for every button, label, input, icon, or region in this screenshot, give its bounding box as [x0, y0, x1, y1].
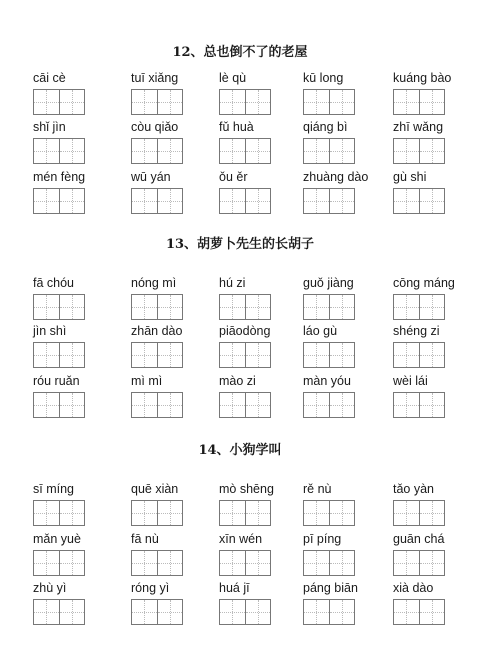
pinyin-label: còu qiǎo [131, 120, 179, 134]
pinyin-item [393, 581, 480, 627]
pinyin-item [303, 170, 395, 216]
writing-box [59, 189, 85, 213]
pinyin-item [131, 532, 223, 578]
pinyin-item [303, 581, 395, 627]
writing-boxes [393, 342, 445, 368]
writing-boxes [393, 188, 445, 214]
pinyin-item [33, 120, 125, 166]
writing-box [220, 139, 245, 163]
writing-boxes [393, 500, 445, 526]
writing-box [220, 393, 245, 417]
writing-box [34, 393, 59, 417]
pinyin-label: zhān dào [131, 324, 183, 338]
writing-boxes [393, 550, 445, 576]
pinyin-label: nóng mì [131, 276, 177, 290]
writing-box [304, 295, 329, 319]
writing-boxes [33, 89, 85, 115]
pinyin-item [303, 374, 395, 420]
writing-box [157, 295, 183, 319]
writing-boxes [33, 500, 85, 526]
writing-box [419, 393, 445, 417]
writing-box [157, 90, 183, 114]
pinyin-item [131, 324, 223, 370]
pinyin-item [219, 120, 311, 166]
writing-box [34, 343, 59, 367]
writing-boxes [131, 342, 183, 368]
pinyin-item [131, 482, 223, 528]
section-title: 12、总也倒不了的老屋 [172, 45, 308, 60]
pinyin-label: páng biān [303, 581, 358, 595]
pinyin-item [219, 482, 311, 528]
writing-boxes [219, 138, 271, 164]
pinyin-label: zhī wǎng [393, 120, 444, 134]
writing-box [132, 295, 157, 319]
pinyin-item [219, 170, 311, 216]
pinyin-label: piāodòng [219, 324, 271, 338]
writing-box [304, 600, 329, 624]
writing-box [394, 139, 419, 163]
writing-box [329, 189, 355, 213]
pinyin-label: zhù yì [33, 581, 67, 595]
pinyin-item [219, 276, 311, 322]
writing-box [304, 343, 329, 367]
writing-boxes [131, 188, 183, 214]
pinyin-label: màn yóu [303, 374, 351, 388]
writing-box [157, 501, 183, 525]
writing-box [157, 189, 183, 213]
pinyin-label: xià dào [393, 581, 434, 595]
writing-boxes [219, 89, 271, 115]
pinyin-item [33, 276, 125, 322]
pinyin-item [219, 324, 311, 370]
pinyin-item [33, 581, 125, 627]
writing-boxes [131, 138, 183, 164]
pinyin-item [131, 170, 223, 216]
pinyin-label: mén fèng [33, 170, 86, 184]
writing-box [304, 551, 329, 575]
writing-box [329, 139, 355, 163]
writing-box [394, 393, 419, 417]
pinyin-item [219, 71, 311, 117]
writing-box [245, 600, 271, 624]
writing-box [394, 600, 419, 624]
writing-box [394, 189, 419, 213]
pinyin-label: shéng zi [393, 324, 440, 338]
pinyin-item [219, 532, 311, 578]
writing-box [245, 551, 271, 575]
writing-box [419, 90, 445, 114]
writing-boxes [33, 342, 85, 368]
pinyin-item [303, 532, 395, 578]
writing-box [157, 343, 183, 367]
pinyin-label: huá jī [219, 581, 250, 595]
writing-box [59, 501, 85, 525]
writing-boxes [33, 550, 85, 576]
writing-boxes [393, 599, 445, 625]
writing-box [34, 189, 59, 213]
writing-box [329, 551, 355, 575]
writing-box [245, 90, 271, 114]
pinyin-item [393, 120, 480, 166]
writing-box [245, 501, 271, 525]
writing-boxes [33, 188, 85, 214]
writing-box [34, 551, 59, 575]
writing-boxes [33, 294, 85, 320]
writing-box [34, 600, 59, 624]
pinyin-label: cāi cè [33, 71, 66, 85]
writing-box [132, 393, 157, 417]
writing-box [245, 139, 271, 163]
writing-box [329, 393, 355, 417]
writing-box [329, 90, 355, 114]
writing-boxes [303, 392, 355, 418]
writing-boxes [131, 392, 183, 418]
writing-box [220, 501, 245, 525]
writing-box [220, 600, 245, 624]
pinyin-label: kū long [303, 71, 344, 85]
pinyin-item [393, 482, 480, 528]
pinyin-item [219, 374, 311, 420]
writing-box [157, 139, 183, 163]
writing-boxes [131, 599, 183, 625]
writing-box [394, 551, 419, 575]
writing-boxes [303, 599, 355, 625]
writing-box [132, 551, 157, 575]
writing-box [304, 139, 329, 163]
writing-boxes [219, 550, 271, 576]
writing-box [304, 501, 329, 525]
pinyin-item [33, 374, 125, 420]
writing-boxes [219, 188, 271, 214]
pinyin-item [303, 276, 395, 322]
writing-box [59, 90, 85, 114]
pinyin-label: cōng máng [393, 276, 455, 290]
writing-box [132, 189, 157, 213]
writing-boxes [303, 89, 355, 115]
pinyin-item [131, 581, 223, 627]
pinyin-item [393, 71, 480, 117]
pinyin-item [33, 482, 125, 528]
writing-box [132, 600, 157, 624]
writing-box [304, 90, 329, 114]
pinyin-item [131, 374, 223, 420]
writing-box [132, 501, 157, 525]
pinyin-label: wèi lái [393, 374, 428, 388]
writing-box [304, 393, 329, 417]
pinyin-label: pī píng [303, 532, 342, 546]
pinyin-label: fǔ huà [219, 120, 254, 134]
pinyin-item [33, 532, 125, 578]
writing-box [245, 343, 271, 367]
writing-box [157, 551, 183, 575]
writing-box [157, 600, 183, 624]
writing-box [132, 343, 157, 367]
writing-boxes [303, 500, 355, 526]
pinyin-item [393, 374, 480, 420]
writing-box [220, 551, 245, 575]
writing-box [59, 343, 85, 367]
writing-box [34, 139, 59, 163]
pinyin-label: mào zi [219, 374, 256, 388]
pinyin-item [303, 71, 395, 117]
writing-boxes [131, 89, 183, 115]
writing-boxes [303, 188, 355, 214]
writing-boxes [393, 89, 445, 115]
writing-box [329, 295, 355, 319]
writing-box [220, 343, 245, 367]
pinyin-label: tuī xiǎng [131, 71, 179, 85]
writing-box [132, 139, 157, 163]
pinyin-label: quē xiàn [131, 482, 179, 496]
writing-boxes [33, 392, 85, 418]
pinyin-item [131, 276, 223, 322]
writing-boxes [393, 138, 445, 164]
writing-box [34, 90, 59, 114]
pinyin-item [393, 170, 480, 216]
pinyin-label: róng yì [131, 581, 170, 595]
writing-box [220, 189, 245, 213]
pinyin-label: guǒ jiàng [303, 276, 354, 290]
pinyin-label: láo gù [303, 324, 338, 338]
writing-box [329, 600, 355, 624]
pinyin-item [393, 324, 480, 370]
writing-boxes [303, 294, 355, 320]
writing-boxes [393, 392, 445, 418]
writing-box [394, 295, 419, 319]
writing-boxes [131, 550, 183, 576]
writing-box [34, 295, 59, 319]
pinyin-label: mò shēng [219, 482, 274, 496]
writing-boxes [219, 294, 271, 320]
pinyin-label: zhuàng dào [303, 170, 369, 184]
writing-box [157, 393, 183, 417]
pinyin-label: tǎo yàn [393, 482, 435, 496]
pinyin-label: kuáng bào [393, 71, 452, 85]
pinyin-label: hú zi [219, 276, 246, 290]
writing-box [419, 343, 445, 367]
writing-box [394, 501, 419, 525]
writing-box [419, 139, 445, 163]
writing-box [419, 189, 445, 213]
writing-boxes [33, 599, 85, 625]
section-title: 13、胡萝卜先生的长胡子 [165, 237, 315, 252]
pinyin-item [393, 276, 480, 322]
pinyin-label: lè qù [219, 71, 247, 85]
writing-box [245, 189, 271, 213]
writing-boxes [393, 294, 445, 320]
writing-box [304, 189, 329, 213]
writing-boxes [219, 599, 271, 625]
writing-box [419, 501, 445, 525]
writing-box [59, 139, 85, 163]
writing-boxes [303, 138, 355, 164]
pinyin-item [33, 71, 125, 117]
pinyin-label: gù shi [393, 170, 427, 184]
writing-boxes [219, 342, 271, 368]
pinyin-label: wū yán [131, 170, 171, 184]
pinyin-label: fā nù [131, 532, 159, 546]
writing-boxes [131, 500, 183, 526]
pinyin-label: fā chóu [33, 276, 75, 290]
pinyin-item [303, 482, 395, 528]
writing-boxes [33, 138, 85, 164]
writing-boxes [303, 342, 355, 368]
pinyin-label: shǐ jìn [33, 120, 66, 134]
pinyin-label: mǎn yuè [33, 532, 81, 546]
writing-box [245, 295, 271, 319]
writing-box [245, 393, 271, 417]
writing-box [419, 600, 445, 624]
pinyin-item [33, 170, 125, 216]
pinyin-label: qiáng bì [303, 120, 348, 134]
writing-box [329, 343, 355, 367]
writing-box [59, 393, 85, 417]
writing-box [59, 295, 85, 319]
writing-box [220, 295, 245, 319]
pinyin-label: xīn wén [219, 532, 263, 546]
section-title: 14、小狗学叫 [198, 443, 282, 458]
writing-box [59, 600, 85, 624]
writing-box [34, 501, 59, 525]
pinyin-label: sī míng [33, 482, 74, 496]
writing-boxes [219, 500, 271, 526]
pinyin-label: ǒu ěr [219, 170, 248, 184]
pinyin-item [131, 120, 223, 166]
writing-box [59, 551, 85, 575]
pinyin-item [33, 324, 125, 370]
writing-box [419, 551, 445, 575]
writing-boxes [303, 550, 355, 576]
writing-box [329, 501, 355, 525]
writing-box [132, 90, 157, 114]
writing-box [419, 295, 445, 319]
pinyin-item [219, 581, 311, 627]
pinyin-item [303, 120, 395, 166]
pinyin-item [393, 532, 480, 578]
pinyin-label: mì mì [131, 374, 163, 388]
pinyin-item [303, 324, 395, 370]
writing-boxes [131, 294, 183, 320]
writing-boxes [219, 392, 271, 418]
pinyin-label: róu ruǎn [33, 374, 80, 388]
writing-box [220, 90, 245, 114]
pinyin-label: rě nù [303, 482, 332, 496]
pinyin-label: jìn shì [33, 324, 67, 338]
writing-box [394, 90, 419, 114]
writing-box [394, 343, 419, 367]
pinyin-item [131, 71, 223, 117]
pinyin-label: guān chá [393, 532, 445, 546]
